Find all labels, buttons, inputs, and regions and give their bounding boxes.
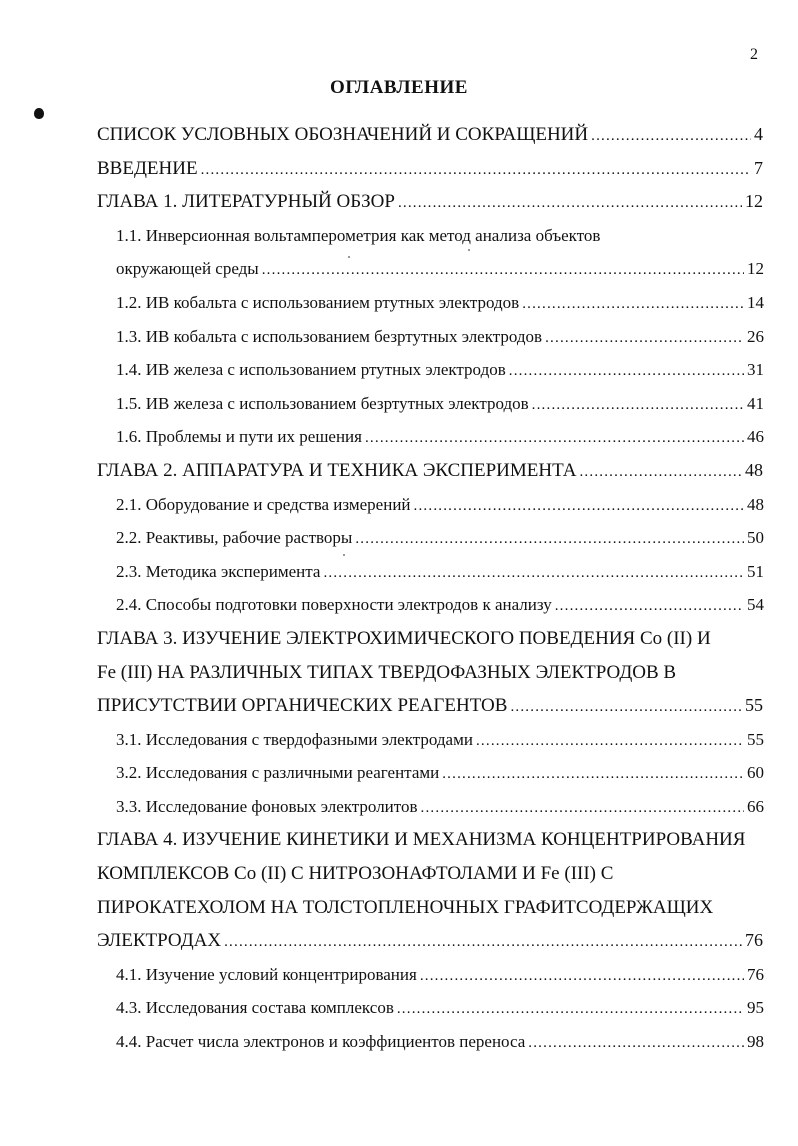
toc-entry-title: 2.2. Реактивы, рабочие растворы [116, 528, 353, 548]
toc-entry [0, 320, 764, 354]
toc-page-number: 76 [745, 930, 763, 951]
toc-entry [0, 588, 764, 622]
toc-entry-line [0, 891, 763, 925]
dot-leader [532, 389, 744, 423]
toc-entry-title: 2.3. Методика эксперимента [116, 561, 321, 581]
dot-leader [522, 288, 744, 322]
toc-entry-title: 3.3. Исследование фоновых электролитов [116, 796, 418, 816]
scan-speck [343, 554, 345, 556]
document-title: ОГЛАВЛЕНИЕ [330, 77, 468, 98]
toc-page-number: 31 [747, 360, 764, 380]
toc-entry-title: 3.2. Исследования с различными реагентами [116, 763, 440, 783]
toc-page-number: 14 [747, 292, 764, 312]
toc-entry-line [0, 656, 763, 690]
dot-leader [555, 590, 744, 624]
toc-entry-title: ГЛАВА 4. ИЗУЧЕНИЕ КИНЕТИКИ И МЕХАНИЗМА КОНЦЕНТРИРОВАНИЯ [97, 829, 746, 851]
toc-entry [0, 723, 764, 757]
toc-entry [0, 118, 763, 152]
toc-entry [0, 152, 763, 186]
toc-entry [0, 353, 764, 387]
toc-entry [0, 1025, 764, 1059]
toc-entry [0, 488, 764, 522]
toc-entry-title: КОМПЛЕКСОВ Co (II) С НИТРОЗОНАФТОЛАМИ И Fe (III) С [97, 863, 614, 885]
dot-leader [545, 322, 744, 356]
toc-entry [0, 420, 764, 454]
toc-entry-title: 4.3. Исследования состава комплексов [116, 998, 394, 1018]
toc-page-number: 50 [747, 528, 764, 548]
toc-entry-title: 1.2. ИВ кобальта с использованием ртутных электродов [116, 292, 520, 312]
toc-entry-title: окружающей среды [116, 259, 259, 279]
toc-page-number: 55 [747, 729, 764, 749]
dot-leader [201, 154, 751, 188]
dot-leader [355, 523, 744, 557]
toc-entry-title: СПИСОК УСЛОВНЫХ ОБОЗНАЧЕНИЙ И СОКРАЩЕНИЙ [97, 124, 589, 145]
toc-page-number: 26 [747, 326, 764, 346]
scan-speck [468, 249, 470, 251]
page-number: 2 [750, 46, 758, 63]
toc-page-number: 51 [747, 561, 764, 581]
toc-entry-title: 1.6. Проблемы и пути их решения [116, 427, 362, 447]
toc-entry [0, 756, 764, 790]
toc-entry [0, 924, 763, 958]
toc-entry [0, 286, 764, 320]
toc-entry-title: 3.1. Исследования с твердофазными электродами [116, 729, 473, 749]
toc-entry [0, 252, 764, 286]
toc-page-number: 95 [747, 998, 764, 1018]
toc-page-number: 98 [747, 1032, 764, 1052]
toc-entry-title: ВВЕДЕНИЕ [97, 157, 198, 179]
toc-entry [0, 185, 763, 219]
dot-leader [323, 557, 744, 591]
dot-leader [510, 691, 742, 725]
toc-entry [0, 958, 764, 992]
toc-entry-title: 1.1. Инверсионная вольтамперометрия как метод анализа объектов [116, 225, 601, 245]
toc-entry [0, 555, 764, 589]
dot-leader [397, 993, 744, 1027]
dot-leader [509, 355, 744, 389]
toc-entry-title: 2.4. Способы подготовки поверхности электродов к анализу [116, 595, 552, 615]
toc-page-number: 48 [747, 494, 764, 514]
dot-leader [421, 792, 744, 826]
table-of-contents [0, 118, 798, 1059]
toc-entry [0, 991, 764, 1025]
dot-leader [528, 1027, 744, 1061]
dot-leader [414, 490, 744, 524]
toc-entry-title: 1.5. ИВ железа с использованием безртутных электродов [116, 393, 529, 413]
toc-entry-line [0, 823, 763, 857]
toc-page-number: 60 [747, 763, 764, 783]
toc-entry [0, 454, 763, 488]
scan-speck [348, 256, 350, 258]
toc-entry-title: ЭЛЕКТРОДАХ [97, 930, 222, 952]
toc-page-number: 76 [747, 964, 764, 984]
dot-leader [398, 187, 742, 221]
toc-entry [0, 689, 763, 723]
toc-entry [0, 521, 764, 555]
toc-entry-title: 1.3. ИВ кобальта с использованием безртутных электродов [116, 326, 543, 346]
dot-leader [591, 120, 751, 154]
toc-entry-title: 4.1. Изучение условий концентрирования [116, 964, 417, 984]
dot-leader [442, 758, 744, 792]
toc-page-number: 66 [747, 796, 764, 816]
toc-entry-title: 4.4. Расчет числа электронов и коэффициентов переноса [116, 1032, 526, 1052]
toc-entry-line [0, 857, 763, 891]
toc-entry-line [0, 622, 763, 656]
toc-entry-title: ПРИСУТСТВИИ ОРГАНИЧЕСКИХ РЕАГЕНТОВ [97, 695, 508, 717]
toc-entry-title: ГЛАВА 1. ЛИТЕРАТУРНЫЙ ОБЗОР [97, 191, 395, 213]
toc-entry-title: 2.1. Оборудование и средства измерений [116, 494, 411, 514]
toc-entry-line [0, 219, 764, 253]
toc-entry [0, 387, 764, 421]
dot-leader [262, 254, 744, 288]
toc-entry-title: ГЛАВА 3. ИЗУЧЕНИЕ ЭЛЕКТРОХИМИЧЕСКОГО ПОВЕДЕНИЯ Co (II) И [97, 627, 711, 649]
toc-entry-title: 1.4. ИВ железа с использованием ртутных электродов [116, 360, 506, 380]
toc-page-number: 55 [745, 695, 763, 716]
dot-leader [224, 926, 742, 960]
toc-page-number: 12 [747, 259, 764, 279]
toc-page-number: 54 [747, 595, 764, 615]
toc-page-number: 41 [747, 393, 764, 413]
toc-page-number: 12 [745, 191, 763, 212]
toc-entry-title: Fe (III) НА РАЗЛИЧНЫХ ТИПАХ ТВЕРДОФАЗНЫХ ЭЛЕКТРОДОВ В [97, 661, 677, 683]
dot-leader [365, 422, 744, 456]
dot-leader [579, 456, 742, 490]
toc-page-number: 48 [745, 459, 763, 480]
toc-page-number: 7 [754, 157, 763, 178]
toc-page-number: 46 [747, 427, 764, 447]
toc-entry-title: ПИРОКАТЕХОЛОМ НА ТОЛСТОПЛЕНОЧНЫХ ГРАФИТСОДЕРЖАЩИХ [97, 896, 714, 918]
toc-entry [0, 790, 764, 824]
dot-leader [420, 960, 744, 994]
dot-leader [476, 725, 744, 759]
toc-page-number: 4 [754, 124, 763, 144]
toc-entry-title: ГЛАВА 2. АППАРАТУРА И ТЕХНИКА ЭКСПЕРИМЕНТА [97, 459, 577, 481]
